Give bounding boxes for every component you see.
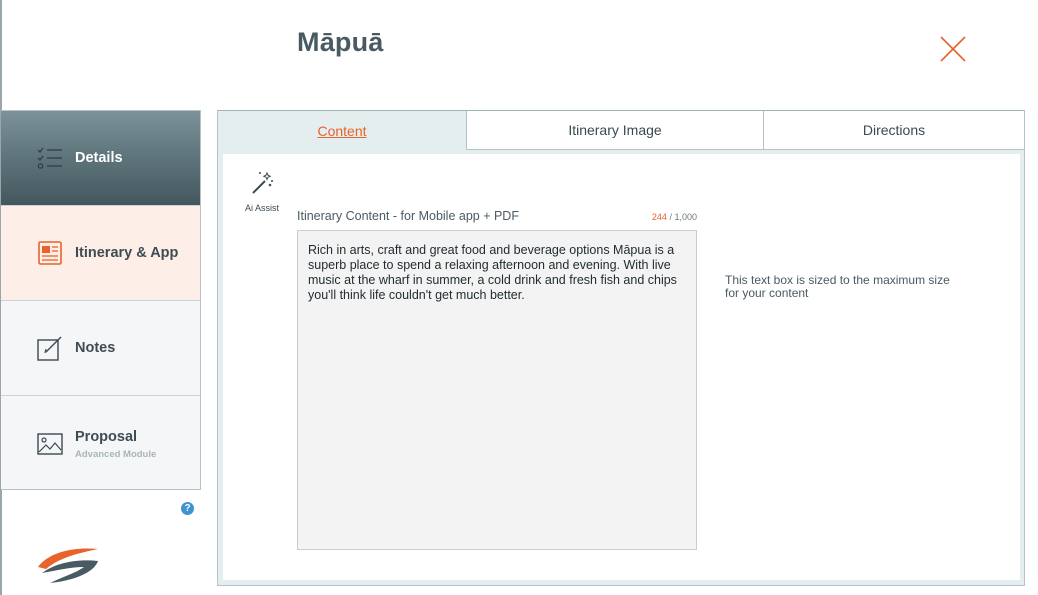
brand-logo: [36, 543, 100, 587]
magic-wand-icon: [250, 170, 274, 196]
document-icon: [37, 240, 63, 266]
sidebar-item-label: Itinerary & App: [75, 245, 179, 261]
sidebar-item-label: Notes: [75, 340, 116, 356]
sidebar-item-itinerary-app[interactable]: [1, 206, 200, 301]
character-count-used: 244: [651, 212, 667, 222]
sidebar-nav: [1, 110, 201, 490]
page-title: Māpuā: [297, 27, 384, 57]
edit-note-icon: [37, 335, 63, 361]
character-counter: [643, 212, 697, 222]
tab-directions[interactable]: Directions: [763, 111, 1024, 150]
tab-bar: [218, 111, 1024, 150]
ai-assist-button[interactable]: [237, 170, 287, 213]
sidebar-item-text: [75, 428, 156, 460]
checklist-icon: [37, 145, 63, 171]
size-hint-text: This text box is sized to the maximum size for your content: [725, 273, 950, 300]
itinerary-content-textarea[interactable]: Rich in arts, craft and great food and beverage options Māpua is a superb place to spend a relaxing afternoon and evening. With live music at the wharf in summer, a cold drink and fresh fish and chips you'll think life couldn't get much better.: [297, 230, 697, 550]
content-panel: [217, 110, 1025, 586]
field-label: Itinerary Content - for Mobile app + PDF: [297, 209, 519, 223]
content-editor-area: [223, 154, 1020, 580]
sidebar-item-notes[interactable]: [1, 301, 200, 396]
sidebar-item-sublabel: Advanced Module: [75, 448, 157, 460]
close-button[interactable]: [938, 34, 968, 64]
tab-itinerary-image[interactable]: Itinerary Image: [466, 111, 763, 150]
sidebar-item-proposal[interactable]: [1, 396, 200, 491]
help-icon[interactable]: ?: [181, 502, 194, 515]
image-icon: [37, 431, 63, 457]
sidebar-item-details[interactable]: [1, 111, 200, 206]
character-count-max: 1,000: [674, 212, 697, 222]
close-icon: [938, 34, 968, 64]
ai-assist-label: Ai Assist: [244, 203, 279, 213]
character-count-separator: /: [666, 212, 675, 222]
sidebar-item-label: Proposal: [75, 428, 138, 445]
sidebar-item-label: Details: [75, 150, 123, 166]
tab-content[interactable]: Content: [218, 111, 466, 150]
